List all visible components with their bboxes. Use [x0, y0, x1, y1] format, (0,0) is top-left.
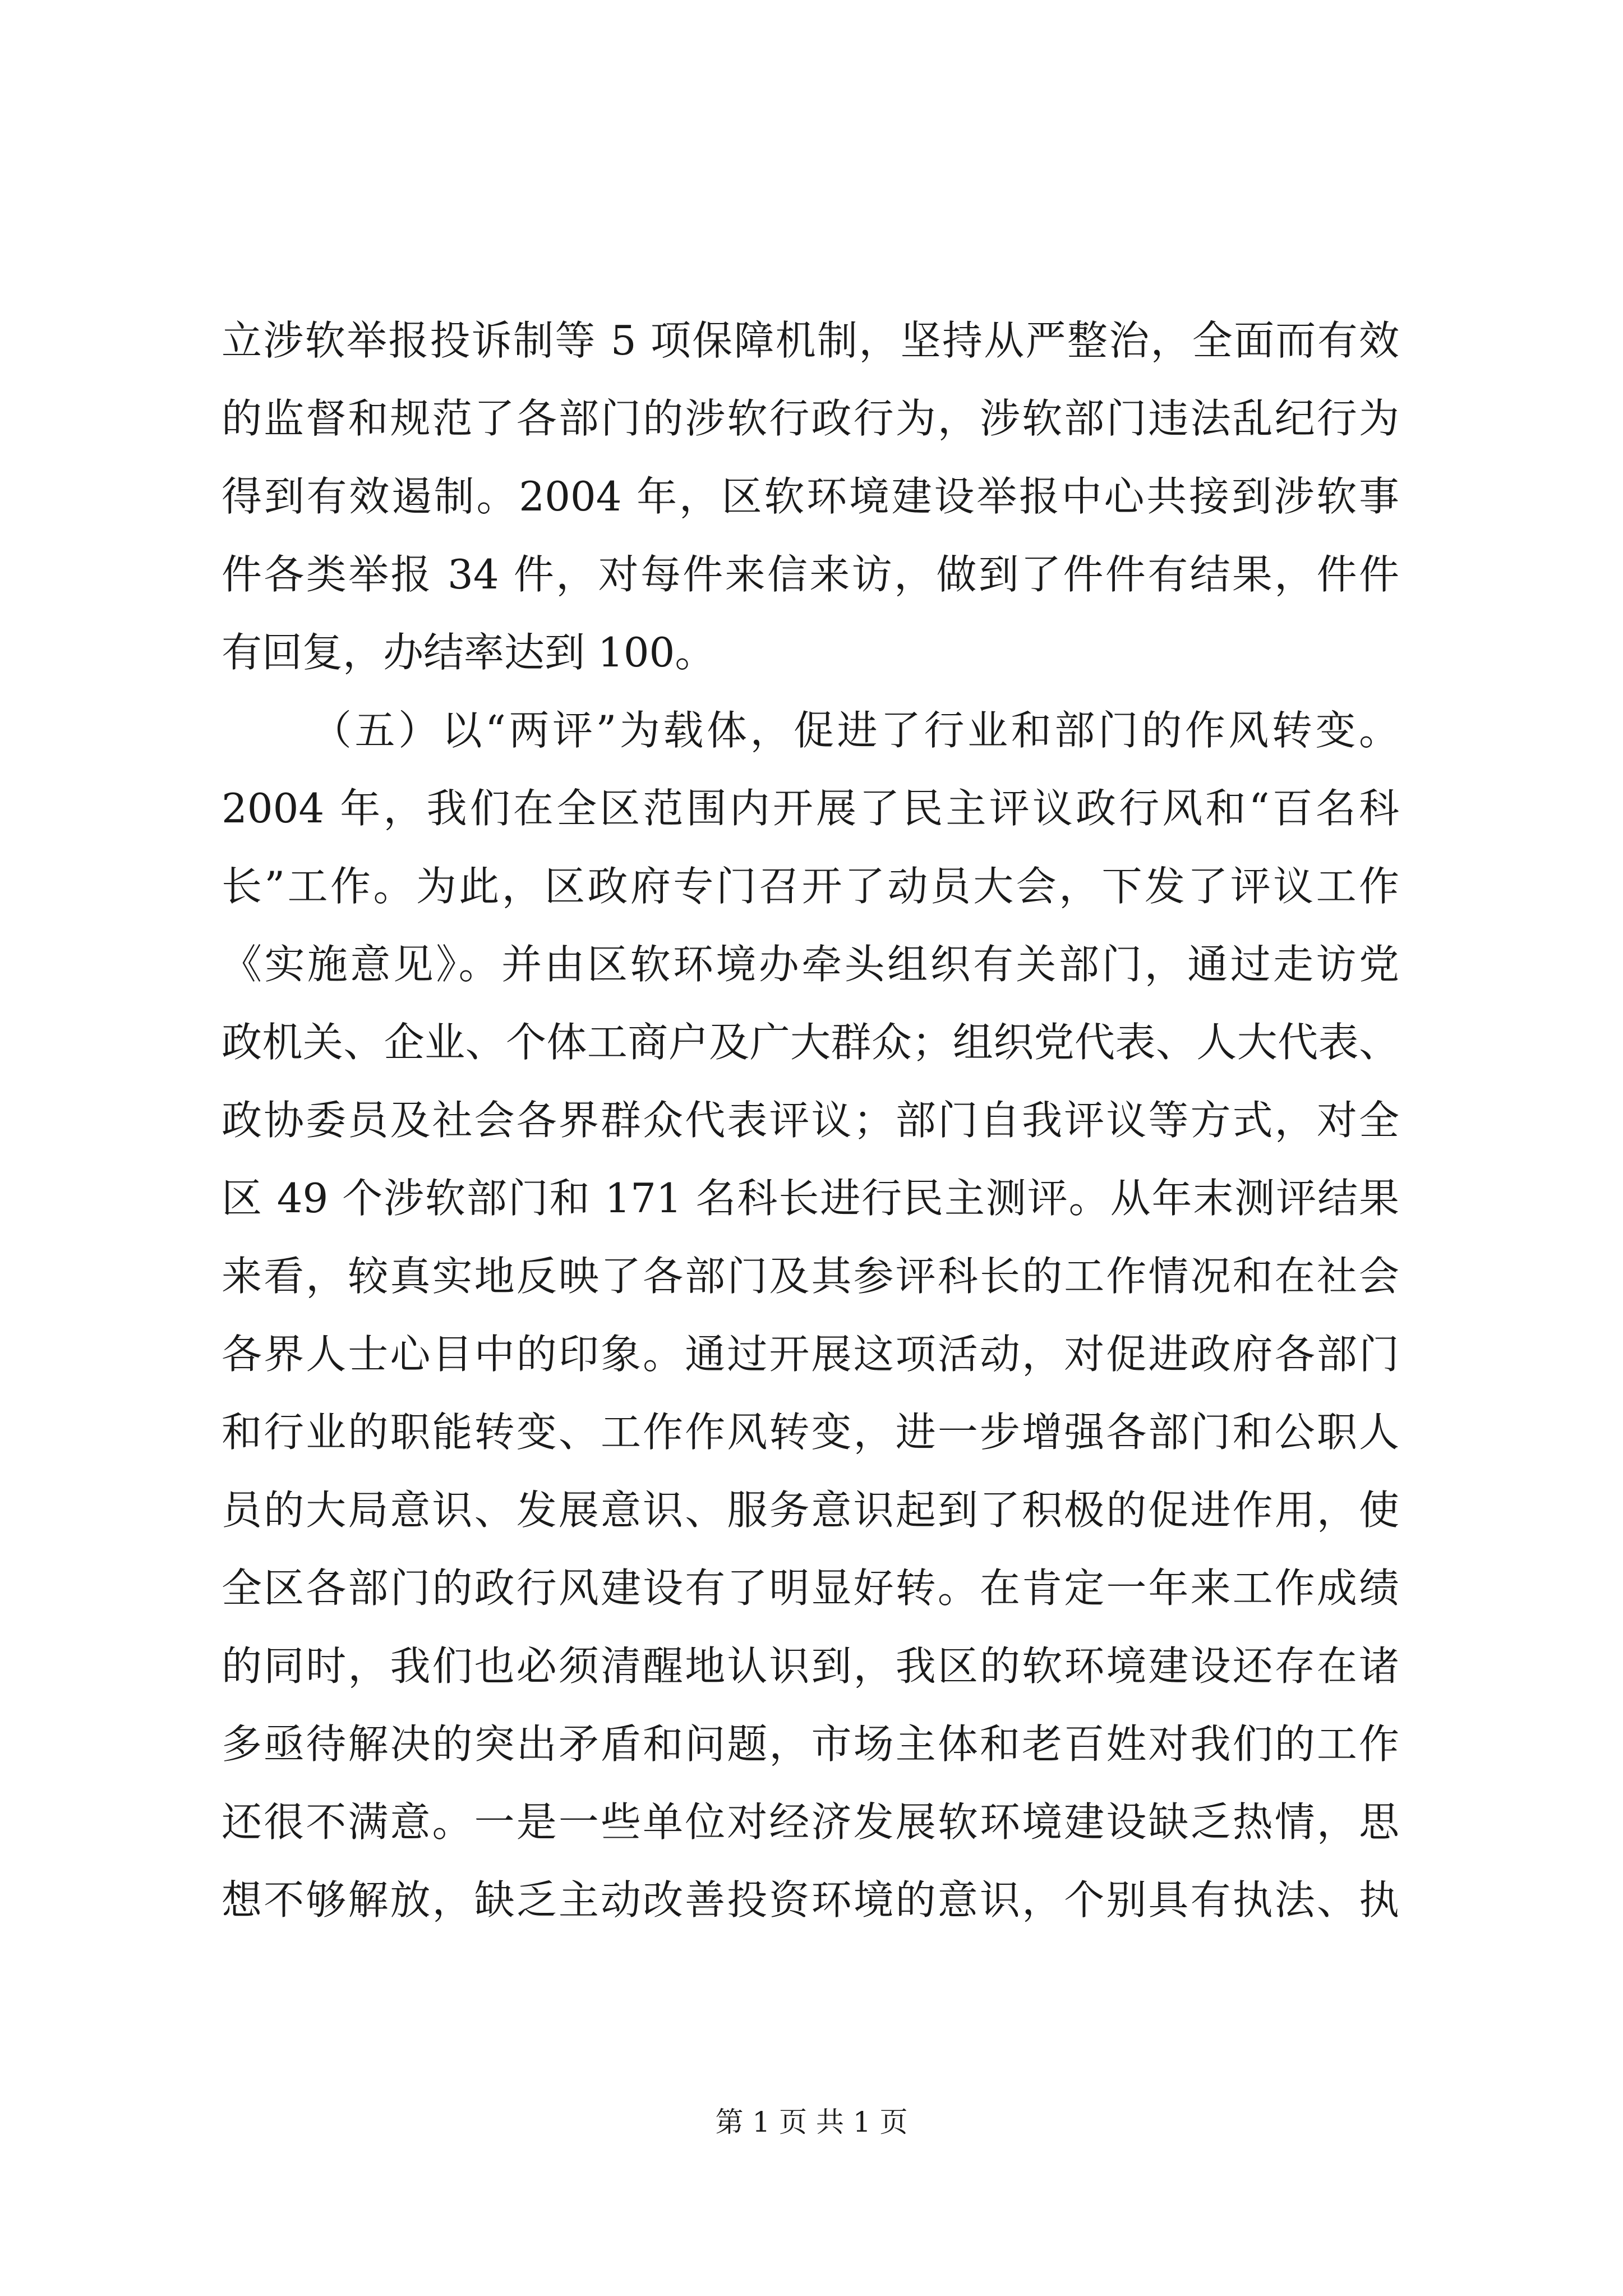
- text-line: 有回复，办结率达到 100。: [222, 629, 716, 676]
- text-line: 各界人士心目中的印象。通过开展这项活动，对促进政府各部门: [222, 1331, 1399, 1378]
- text-line: 2004 年，我们在全区范围内开展了民主评议政行风和“百名科: [222, 785, 1399, 832]
- text-line: 来看，较真实地反映了各部门及其参评科长的工作情况和在社会: [222, 1253, 1399, 1300]
- page-footer: [0, 2102, 1623, 2142]
- text-line: 还很不满意。一是一些单位对经济发展软环境建设缺乏热情，思: [222, 1798, 1399, 1846]
- text-line: 员的大局意识、发展意识、服务意识起到了积极的促进作用，使: [222, 1487, 1399, 1534]
- section-heading-line: （五）以“两评”为载体，促进了行业和部门的作风转变。: [311, 707, 1399, 754]
- text-line: 长”工作。为此，区政府专门召开了动员大会，下发了评议工作: [222, 863, 1399, 910]
- text-line: 政协委员及社会各界群众代表评议；部门自我评议等方式，对全: [222, 1097, 1399, 1144]
- text-line: 《实施意见》。并由区软环境办牵头组织有关部门，通过走访党: [222, 941, 1399, 988]
- text-line: 全区各部门的政行风建设有了明显好转。在肯定一年来工作成绩: [222, 1565, 1399, 1612]
- text-line: 想不够解放，缺乏主动改善投资环境的意识，个别具有执法、执: [222, 1876, 1399, 1924]
- text-line: 的监督和规范了各部门的涉软行政行为，涉软部门违法乱纪行为: [222, 395, 1399, 442]
- text-line: 得到有效遏制。2004 年，区软环境建设举报中心共接到涉软事: [222, 473, 1399, 520]
- text-line: 多亟待解决的突出矛盾和问题，市场主体和老百姓对我们的工作: [222, 1720, 1399, 1768]
- text-line: 和行业的职能转变、工作作风转变，进一步增强各部门和公职人: [222, 1409, 1399, 1456]
- body-text: [222, 302, 1399, 1939]
- text-line: 立涉软举报投诉制等 5 项保障机制，坚持从严整治，全面而有效: [222, 317, 1399, 364]
- page-number-label: 第 1 页 共 1 页: [715, 2106, 908, 2138]
- text-line: 区 49 个涉软部门和 171 名科长进行民主测评。从年末测评结果: [222, 1175, 1399, 1222]
- text-line: 政机关、企业、个体工商户及广大群众；组织党代表、人大代表、: [222, 1019, 1399, 1066]
- text-line: 的同时，我们也必须清醒地认识到，我区的软环境建设还存在诸: [222, 1642, 1399, 1690]
- text-line: 件各类举报 34 件，对每件来信来访，做到了件件有结果，件件: [222, 551, 1399, 598]
